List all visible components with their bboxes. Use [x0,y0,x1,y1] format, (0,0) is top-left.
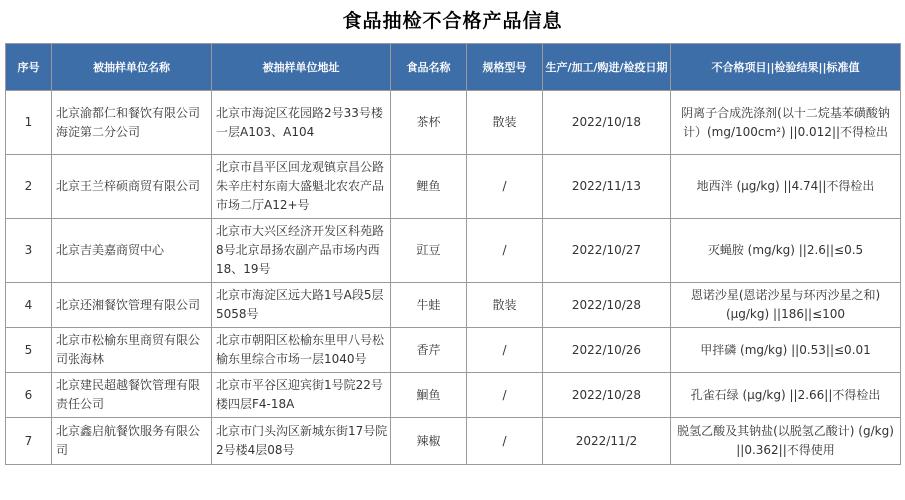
column-header-date: 生产/加工/购进/检疫日期 [543,44,671,91]
cell-unit: 北京渝都仁和餐饮有限公司海淀第二分公司 [52,91,212,155]
cell-result: 脱氢乙酸及其钠盐(以脱氢乙酸计) (g/kg) ||0.362||不得使用 [671,418,901,465]
column-header-no: 序号 [6,44,52,91]
cell-spec: / [467,373,543,418]
table-row [6,155,901,219]
cell-food: 辣椒 [391,418,467,465]
cell-food: 豇豆 [391,219,467,283]
column-header-unit: 被抽样单位名称 [52,44,212,91]
cell-date: 2022/11/13 [543,155,671,219]
cell-result: 地西泮 (μg/kg) ||4.74||不得检出 [671,155,901,219]
cell-address: 北京市海淀区远大路1号A段5层5058号 [212,283,391,328]
cell-result: 甲拌磷 (mg/kg) ||0.53||≤0.01 [671,328,901,373]
column-header-result: 不合格项目||检验结果||标准值 [671,44,901,91]
cell-no: 4 [6,283,52,328]
cell-food: 茶杯 [391,91,467,155]
page-title: 食品抽检不合格产品信息 [342,10,563,32]
cell-food: 香芹 [391,328,467,373]
table-row [6,328,901,373]
cell-food: 牛蛙 [391,283,467,328]
cell-food: 鲤鱼 [391,155,467,219]
cell-date: 2022/11/2 [543,418,671,465]
cell-date: 2022/10/27 [543,219,671,283]
cell-no: 5 [6,328,52,373]
cell-unit: 北京鑫启航餐饮服务有限公司 [52,418,212,465]
column-header-spec: 规格型号 [467,44,543,91]
cell-unit: 北京还湘餐饮管理有限公司 [52,283,212,328]
table-row [6,373,901,418]
cell-spec: 散装 [467,91,543,155]
table-row [6,219,901,283]
cell-spec: / [467,328,543,373]
table-header-row [6,44,901,91]
cell-unit: 北京吉美嘉商贸中心 [52,219,212,283]
cell-result: 恩诺沙星(恩诺沙星与环丙沙星之和) (μg/kg) ||186||≤100 [671,283,901,328]
table-row [6,283,901,328]
cell-address: 北京市海淀区花园路2号33号楼一层A103、A104 [212,91,391,155]
cell-unit: 北京王兰梓硕商贸有限公司 [52,155,212,219]
cell-address: 北京市朝阳区松榆东里甲八号松榆东里综合市场一层1040号 [212,328,391,373]
table-row [6,91,901,155]
cell-address: 北京市昌平区回龙观镇京昌公路朱辛庄村东南大盛魁北农农产品市场二厅A12+号 [212,155,391,219]
cell-spec: 散装 [467,283,543,328]
cell-result: 孔雀石绿 (μg/kg) ||2.66||不得检出 [671,373,901,418]
cell-date: 2022/10/26 [543,328,671,373]
column-header-address: 被抽样单位地址 [212,44,391,91]
cell-spec: / [467,155,543,219]
cell-no: 3 [6,219,52,283]
cell-no: 2 [6,155,52,219]
cell-unit: 北京市松榆东里商贸有限公司张海林 [52,328,212,373]
cell-no: 6 [6,373,52,418]
cell-no: 1 [6,91,52,155]
cell-spec: / [467,418,543,465]
cell-spec: / [467,219,543,283]
table-row [6,418,901,465]
cell-date: 2022/10/18 [543,91,671,155]
cell-unit: 北京建民超越餐饮管理有限责任公司 [52,373,212,418]
cell-address: 北京市平谷区迎宾街1号院22号楼四层F4-18A [212,373,391,418]
cell-result: 阴离子合成洗涤剂(以十二烷基苯磺酸钠计）(mg/100cm²) ||0.012||不得检出 [671,91,901,155]
cell-no: 7 [6,418,52,465]
column-header-food: 食品名称 [391,44,467,91]
cell-address: 北京市大兴区经济开发区科苑路8号北京昂扬农副产品市场内西18、19号 [212,219,391,283]
cell-food: 鮰鱼 [391,373,467,418]
cell-date: 2022/10/28 [543,373,671,418]
cell-date: 2022/10/28 [543,283,671,328]
cell-address: 北京市门头沟区新城东街17号院2号楼4层08号 [212,418,391,465]
cell-result: 灭蝇胺 (mg/kg) ||2.6||≤0.5 [671,219,901,283]
inspection-table [5,43,901,465]
